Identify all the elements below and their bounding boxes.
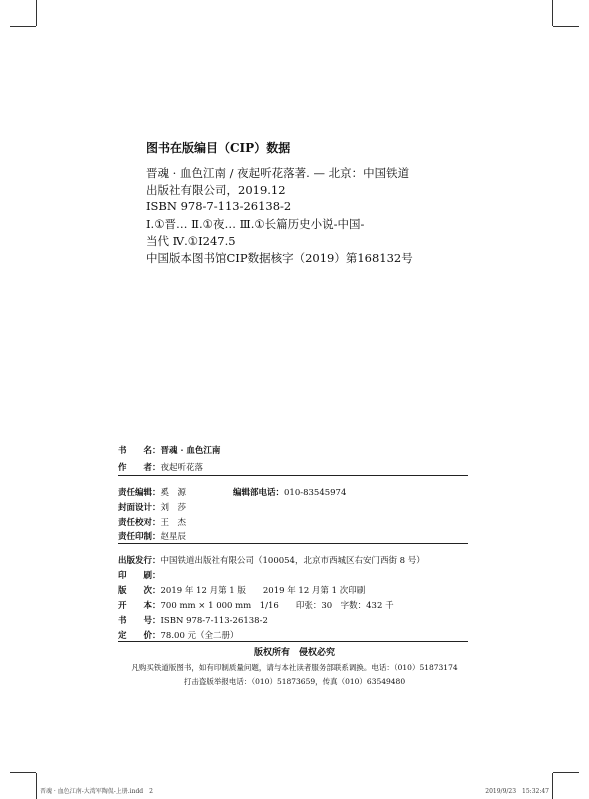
field-label: 书 号：	[118, 616, 161, 626]
divider	[118, 475, 468, 476]
editorial-phone: 010-83545974	[284, 488, 347, 498]
cip-classification: Ⅰ.①晋… Ⅱ.①夜… Ⅲ.①长篇历史小说-中国-	[146, 217, 365, 231]
field-label: 开 本：	[118, 601, 161, 611]
rights-notice: 凡购买铁道版图书，如有印制质量问题，请与本社读者服务部联系调换。电话：（010）51873174	[131, 663, 458, 672]
cip-line: 晋魂 · 血色江南 / 夜起听花落著. — 北京：中国铁道	[146, 166, 410, 180]
cip-heading: 图书在版编目（CIP）数据	[146, 141, 291, 155]
book-title: 晋魂 · 血色江南	[160, 446, 221, 456]
publisher: 中国铁道出版社有限公司（100054，北京市西城区右安门西街 8 号）	[160, 556, 425, 566]
crop-mark	[10, 26, 36, 27]
price: 78.00 元（全二册）	[160, 631, 239, 641]
cip-number: 中国版本图书馆CIP数据核字（2019）第168132号	[146, 251, 413, 265]
publisher-row	[118, 548, 425, 567]
crop-mark	[552, 773, 553, 799]
price-row	[118, 623, 239, 642]
crop-mark	[36, 773, 37, 799]
crop-mark	[553, 772, 579, 773]
cover-designer: 刘 莎	[160, 503, 187, 513]
field-label: 出版发行：	[118, 556, 161, 566]
field-label: 编辑部电话：	[233, 488, 285, 498]
cip-classification: 当代 Ⅳ.①I247.5	[146, 234, 236, 248]
cip-isbn: ISBN 978-7-113-26138-2	[146, 199, 292, 213]
book-author: 夜起听花落	[160, 463, 204, 473]
field-label: 书 名：	[118, 446, 161, 456]
field-label: 责任编辑：	[118, 488, 161, 498]
edition: 2019 年 12 月第 1 版 2019 年 12 月第 1 次印刷	[160, 586, 366, 596]
field-label: 版 次：	[118, 586, 161, 596]
editor-name: 奚 源	[160, 488, 187, 498]
field-label: 封面设计：	[118, 503, 161, 513]
slug-filename: 晋魂 · 血色江南-大湾军陶侃-上册.indd 2	[40, 788, 153, 795]
field-label: 印 刷：	[118, 571, 161, 581]
crop-mark	[553, 26, 579, 27]
print-manager-row	[118, 524, 186, 543]
phone-row	[233, 480, 346, 499]
print-manager: 赵星辰	[160, 532, 187, 542]
slug-timestamp: 2019/9/23 15:32:47	[485, 788, 549, 795]
crop-mark	[552, 0, 553, 26]
isbn: ISBN 978-7-113-26138-2	[160, 616, 268, 626]
book-author-row	[118, 455, 203, 474]
rights-heading: 版权所有 侵权必究	[253, 648, 335, 658]
crop-mark	[36, 0, 37, 26]
field-label: 责任印制：	[118, 532, 161, 542]
proofreader: 王 杰	[160, 518, 187, 528]
field-label: 作 者：	[118, 463, 161, 473]
cip-line: 出版社有限公司，2019.12	[146, 183, 286, 197]
crop-mark	[10, 772, 36, 773]
divider	[118, 543, 468, 544]
rights-notice: 打击盗版举报电话：（010）51873659，传真（010）63549480	[183, 677, 406, 686]
format: 700 mm × 1 000 mm 1/16 印张：30 字数：432 千	[160, 601, 394, 611]
divider	[118, 641, 468, 642]
field-label: 责任校对：	[118, 518, 161, 528]
field-label: 定 价：	[118, 631, 161, 641]
